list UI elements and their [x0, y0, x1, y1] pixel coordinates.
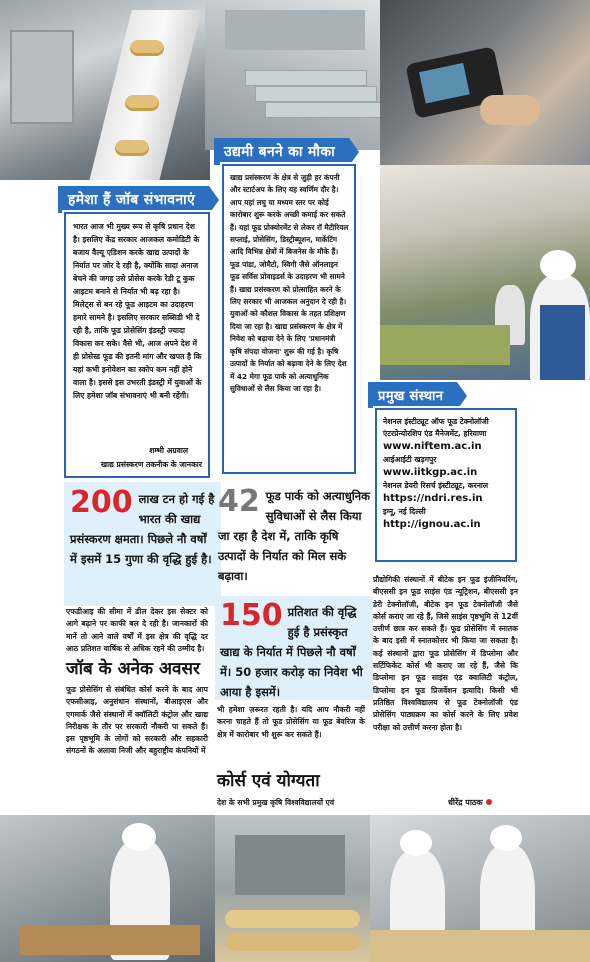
stat2-text: फूड पार्क को अत्याधुनिक सुविधाओं से लैस किया जा रहा है देश में, ताकि कृषि उत्पादों के निर्यात को मिल सके बढ़ावा। — [218, 489, 370, 583]
box1-author: शम्भी अग्रवाल — [149, 446, 188, 455]
col2-body: भी हमेशा ज़रूरत रहती है। यदि आप नौकरी नहीं करना चाहते हैं तो फूड प्रोसेसिंग या फूड बेवरिज के क्षेत्र में कारोबार भी शुरू कर सकते हैं। — [217, 705, 365, 739]
box1-title: हमेशा हैं जॉब संभावनाएं — [58, 186, 209, 213]
stat1-text: लाख टन हो गई है भारत की खाद्य प्रसंस्करण क्षमता। पिछले नौ वर्षों में इसमें 15 गुणा की वृद्धि हुई है। — [70, 492, 215, 566]
box2-title: उद्यमी बनने का मौका — [214, 138, 349, 165]
stat3-text: प्रतिशत की वृद्धि हुई है प्रसंस्कृत खाद्य के निर्यात में पिछले नौ वर्षों में। 50 हजार करोड़ का निवेश भी आया है इसमें। — [220, 605, 363, 699]
institute-name: नेशनल डेयरी रिसर्च इंस्टीट्यूट, करनाल — [383, 481, 489, 490]
institute-name: इग्नू, नई दिल्ली — [383, 507, 426, 516]
worker-with-tablet-photo — [0, 815, 215, 962]
col3-body: प्रौद्योगिकी संस्थानों में बीटेक इन फूड इंजीनियरिंग, बीएससी इन फूड साइंस एंड न्यूट्रिशन, बीएससी इन डेरी टेक्नोलॉजी, बीटेक इन फूड टेक्नोलॉजी जैसे कोर्स कराए जा रहे हैं, जिसे साइंस पृष्ठभूमि से 12वीं उत्तीर्ण छात्र कर सकते हैं। फूड प्रोसेसिंग में स्नातक के बाद इसी में स्नातकोत्तर भी किया जा सकता है। कई संस्थानों द्वारा फूड प्रोसेसिंग में डिप्लोमा और सर्टिफिकेट कोर्स भी कराए जा रहे हैं, जैसे कि डिप्लोमा इन फूड साइंस एंड क्वालिटी कंट्रोल, डिप्लोमा इन फूड प्रिजर्वेशन इत्यादि। किसी भी प्रतिष्ठित विश्वविद्यालय से फूड टेक्नोलॉजी एंड प्रोसेसिंग पाठ्यक्रम का कोर्स करने के लिए प्रवेश परीक्षा को उत्तीर्ण करना होता है। — [373, 575, 518, 732]
box3-title: प्रमुख संस्थान — [368, 382, 457, 408]
institute-name: नेशनल इंस्टीट्यूट ऑफ फूड टेक्नोलॉजी एंटरप्रेन्योरशिप एंड मैनेजमेंट, हरियाणा — [383, 417, 489, 438]
box1-author-role: खाद्य प्रसंस्करण तकनीक के जानकार — [100, 460, 202, 469]
col2-heading: कोर्स एवं योग्यता — [217, 771, 320, 791]
job-prospects-box — [64, 212, 210, 478]
stat2-number: 42 — [218, 484, 260, 519]
col3-signature — [448, 797, 492, 808]
box2-body: खाद्य प्रसंस्करण के क्षेत्र से जुड़ी हर कंपनी और स्टार्टअप के लिए यह स्वर्णिम दौर है। आप यहां लघु या मध्यम स्तर पर कोई कारोबार शुरू करके अच्छी कमाई कर सकते हैं। यहां फूड प्रोक्योरमेंट से लेकर रॉ मैटीरियल सप्लाई, प्रोसेसिंग, डिस्ट्रीब्यूशन, मार्केटिंग आदि विभिन्न क्षेत्रों में बिजनेस के मौके हैं। फूड पांडा, जोमैटो, स्विगी जैसे ऑनलाइन फूड सर्विस प्रोवाइडर्स के उदाहरण भी सामने हैं। खाद्य प्रसंस्करण को प्रोत्साहित करने के लिए सरकार भी आजकल अनुदान दे रही है। युवाओं को कौशल विकास के तहत प्रशिक्षण दिया जा रहा है। खाद्य प्रसंस्करण के क्षेत्र में निवेश को बढ़ावा देने के लिए 'प्रधानमंत्री कृषि संपदा योजना' शुरू की गई है। कृषि उत्पादों के निर्यात को बढ़ावा देने के लिए देश में 42 मेगा फूड पार्क को अत्याधुनिक सुविधाओं से लैस किया जा रहा है। — [230, 173, 349, 393]
box1-body: भारत आज भी मुख्य रूप से कृषि प्रधान देश है। इसलिए केंद्र सरकार आजकल कमोडिटी के बजाय वैल्यू एडिशन करके खाद्य उत्पादों के निर्यात पर जोर दे रही है, क्योंकि सादा अनाज बेचने की जगह उसे प्रोसेस करके रेडी टू कुक आइटम बनाने से निर्यात भी बढ़ रहा है। मिलेट्स से बन रहे फूड आइटम का उदाहरण हमारे सामने है। इसलिए सरकार सब्सिडी भी दे रही है, ताकि फूड प्रोसेसिंग इंडस्ट्री ज्यादा विकास कर सके। वैसे भी, आज अपने देश में ही प्रोसेस्ड फूड की इतनी मांग और खपत है कि यहां कभी इनोवेशन का स्कोप कम नहीं होने वाला है। इससे इस उभरती इंडस्ट्री में युवाओं के लिए हमेशा जॉब संभावनाएं भी बनी रहेंगी। — [73, 222, 202, 400]
institute-website[interactable]: http://ignou.ac.in — [383, 519, 481, 530]
col1-heading: जॉब के अनेक अवसर — [66, 659, 200, 679]
stat-processing-capacity — [64, 482, 221, 606]
tablet-device-photo — [380, 0, 590, 165]
institute-name: आईआईटी खड़गपुर — [383, 455, 437, 464]
stat1-number: 200 — [70, 485, 133, 520]
institute-website[interactable]: www.niftem.ac.in — [383, 441, 482, 452]
institute-website[interactable]: https://ndri.res.in — [383, 493, 483, 504]
factory-conveyor-photo — [0, 0, 210, 180]
stat3-number: 150 — [220, 598, 283, 633]
stat-food-parks — [218, 485, 370, 585]
key-institutes-box — [375, 408, 517, 562]
stat-export-growth — [215, 596, 373, 700]
food-workers-photo — [380, 165, 590, 380]
institute-website[interactable]: www.iitkgp.ac.in — [383, 467, 478, 478]
end-bullet-icon — [486, 799, 492, 805]
col1-intro: एफडीआइ की सीमा में ढील देकर इस सेक्टर को आगे बढ़ाने पर काफी बल दे रही है। जानकारों की मानें तो आने वाले वर्षों में इस क्षेत्र की वृद्धि दर आठ प्रतिशत वार्षिक से अधिक रहने की उम्मीद है। — [66, 607, 208, 653]
baking-machine-photo — [215, 815, 370, 962]
bakery-workers-photo — [370, 815, 590, 962]
col1-body: फूड प्रोसेसिंग से संबंधित कोर्स करने के बाद आप एफसीआइ, अनुसंधान संस्थानों, बीआइएस और एगमार्क जैसे संस्थानों में क्वॉलिटी कंट्रोल और खाद्य निरीक्षक के तौर पर सरकारी नौकरी पा सकते हैं। इस पृष्ठभूमि के लोगों को सरकारी और सहकारी संगठनों के अलावा निजी और बहुराष्ट्रीय कंपनियों में — [66, 685, 208, 756]
entrepreneur-box — [222, 164, 356, 474]
col3-author: धीरेंद्र पाठक — [448, 798, 483, 807]
food-tray-machine-photo — [205, 0, 380, 150]
col2-tail: देश के सभी प्रमुख कृषि विश्वविद्यालयों एवं — [217, 798, 335, 807]
